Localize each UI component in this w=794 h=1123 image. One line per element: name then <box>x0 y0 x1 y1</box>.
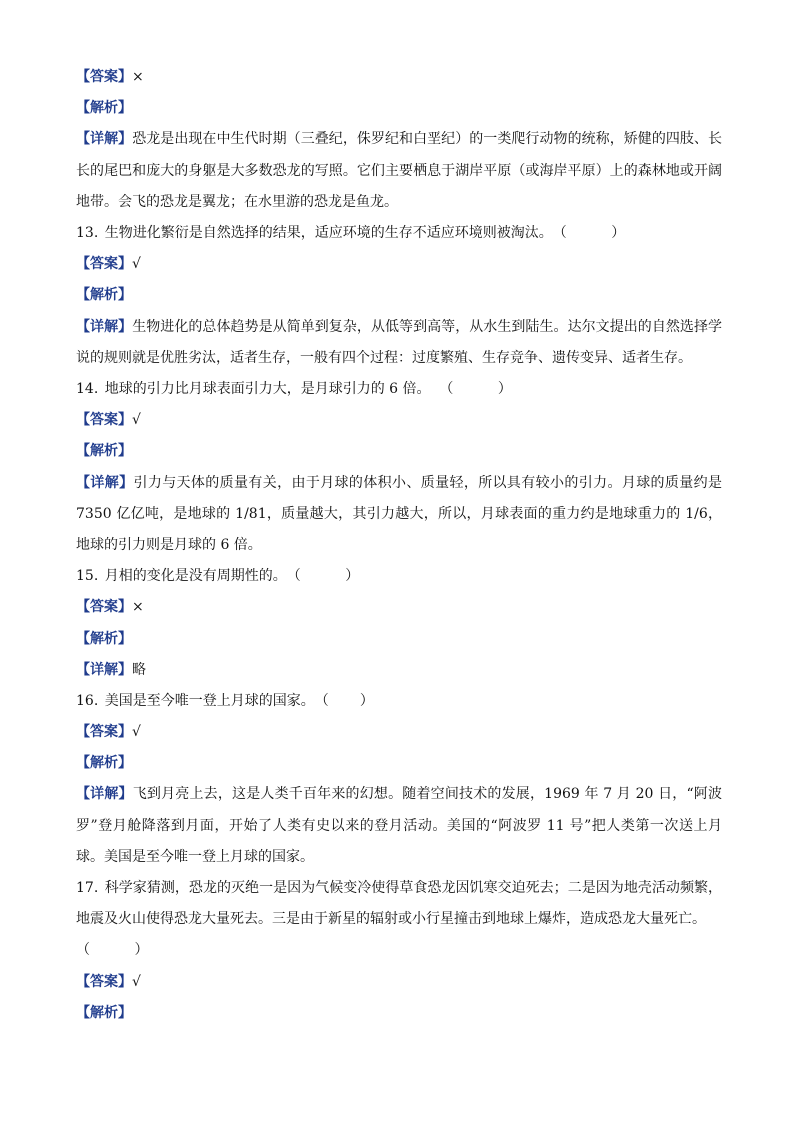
question-14 <box>76 374 722 405</box>
detail-paragraph-13 <box>76 312 722 374</box>
question-text: 地球的引力比月球表面引力大，是月球引力的 6 倍。 <box>104 380 431 397</box>
analysis-label: 【解析】 <box>76 755 132 772</box>
analysis-label: 【解析】 <box>76 630 132 647</box>
answer-label: 【答案】 <box>76 599 132 616</box>
detail-text: 引力与天体的质量有关，由于月球的体积小、质量轻，所以具有较小的引力。月球的质量约是 7350 亿亿吨，是地球的 1/81，质量越大，其引力越大，所以，月球表面的重力约是地球重力的 1/6，地球的引力则是月球的 6 倍。 <box>76 474 723 553</box>
answer-line-13 <box>76 249 722 280</box>
answer-label: 【答案】 <box>76 973 132 990</box>
answer-line-16 <box>76 717 722 748</box>
detail-text: 生物进化的总体趋势是从简单到复杂，从低等到高等，从水生到陆生。达尔文提出的自然选择学说的规则就是优胜劣汰，适者生存，一般有四个过程：过度繁殖、生存竞争、遗传变异、适者生存。 <box>76 318 723 366</box>
answer-value: × <box>132 69 144 85</box>
answer-label: 【答案】 <box>76 69 132 85</box>
analysis-line-13 <box>76 280 722 311</box>
question-number: 16. <box>76 692 99 709</box>
detail-paragraph-15 <box>76 655 722 686</box>
answer-label: 【答案】 <box>76 724 132 741</box>
answer-line-12 <box>76 62 722 93</box>
analysis-line-14 <box>76 436 722 467</box>
detail-label: 【详解】 <box>76 786 133 803</box>
detail-text: 飞到月亮上去，这是人类千百年来的幻想。随着空间技术的发展，1969 年 7 月 20 日，“阿波罗”登月舱降落到月面，开始了人类有史以来的登月活动。美国的“阿波罗 11 号”把人类第一次送上月球。美国是至今唯一登上月球的国家。 <box>76 786 722 865</box>
question-17 <box>76 873 722 967</box>
detail-label: 【详解】 <box>76 661 132 678</box>
answer-blank: （ ） <box>552 224 626 241</box>
question-number: 15. <box>76 568 99 585</box>
analysis-line-17 <box>76 998 722 1029</box>
answer-blank: （ ） <box>286 568 360 585</box>
question-number: 14. <box>76 380 99 397</box>
detail-label: 【详解】 <box>76 318 133 335</box>
answer-value: √ <box>132 412 141 429</box>
detail-paragraph-14 <box>76 468 722 562</box>
question-16 <box>76 686 722 717</box>
document-page <box>76 62 722 1029</box>
question-text: 生物进化繁衍是自然选择的结果，适应环境的生存不适应环境则被淘汰。 <box>104 224 553 241</box>
answer-line-14 <box>76 405 722 436</box>
answer-value: × <box>132 599 144 616</box>
answer-blank: （ ） <box>430 380 512 397</box>
answer-blank: （ ） <box>76 942 149 959</box>
question-text: 月相的变化是没有周期性的。 <box>104 568 287 585</box>
analysis-label: 【解析】 <box>76 287 132 304</box>
question-number: 17. <box>76 880 99 897</box>
detail-text: 略 <box>132 661 146 678</box>
question-text: 美国是至今唯一登上月球的国家。 <box>104 692 315 709</box>
answer-label: 【答案】 <box>76 256 132 273</box>
analysis-label: 【解析】 <box>76 100 132 117</box>
analysis-line-16 <box>76 748 722 779</box>
analysis-line-15 <box>76 624 722 655</box>
answer-value: √ <box>132 724 141 741</box>
question-15 <box>76 561 722 592</box>
detail-paragraph-16 <box>76 779 722 873</box>
analysis-label: 【解析】 <box>76 1004 132 1021</box>
answer-value: √ <box>132 973 141 990</box>
analysis-label: 【解析】 <box>76 443 132 460</box>
answer-line-17 <box>76 967 722 998</box>
detail-paragraph-12 <box>76 124 722 218</box>
answer-value: √ <box>132 256 141 273</box>
detail-label: 【详解】 <box>76 474 134 491</box>
question-text: 科学家猜测，恐龙的灭绝一是因为气候变冷使得草食恐龙因饥寒交迫死去；二是因为地壳活动频繁，地震及火山使得恐龙大量死去。三是由于新星的辐射或小行星撞击到地球上爆炸，造成恐龙大量死亡。 <box>76 880 722 928</box>
answer-blank: （ ） <box>314 692 374 709</box>
answer-line-15 <box>76 592 722 623</box>
detail-label: 【详解】 <box>76 131 133 148</box>
analysis-line-12 <box>76 93 722 124</box>
question-13 <box>76 218 722 249</box>
detail-text: 恐龙是出现在中生代时期（三叠纪，侏罗纪和白垩纪）的一类爬行动物的统称，矫健的四肢、长长的尾巴和庞大的身躯是大多数恐龙的写照。它们主要栖息于湖岸平原（或海岸平原）上的森林地或开阔地带。会飞的恐龙是翼龙；在水里游的恐龙是鱼龙。 <box>76 131 723 210</box>
answer-label: 【答案】 <box>76 412 132 429</box>
question-number: 13. <box>76 224 99 241</box>
